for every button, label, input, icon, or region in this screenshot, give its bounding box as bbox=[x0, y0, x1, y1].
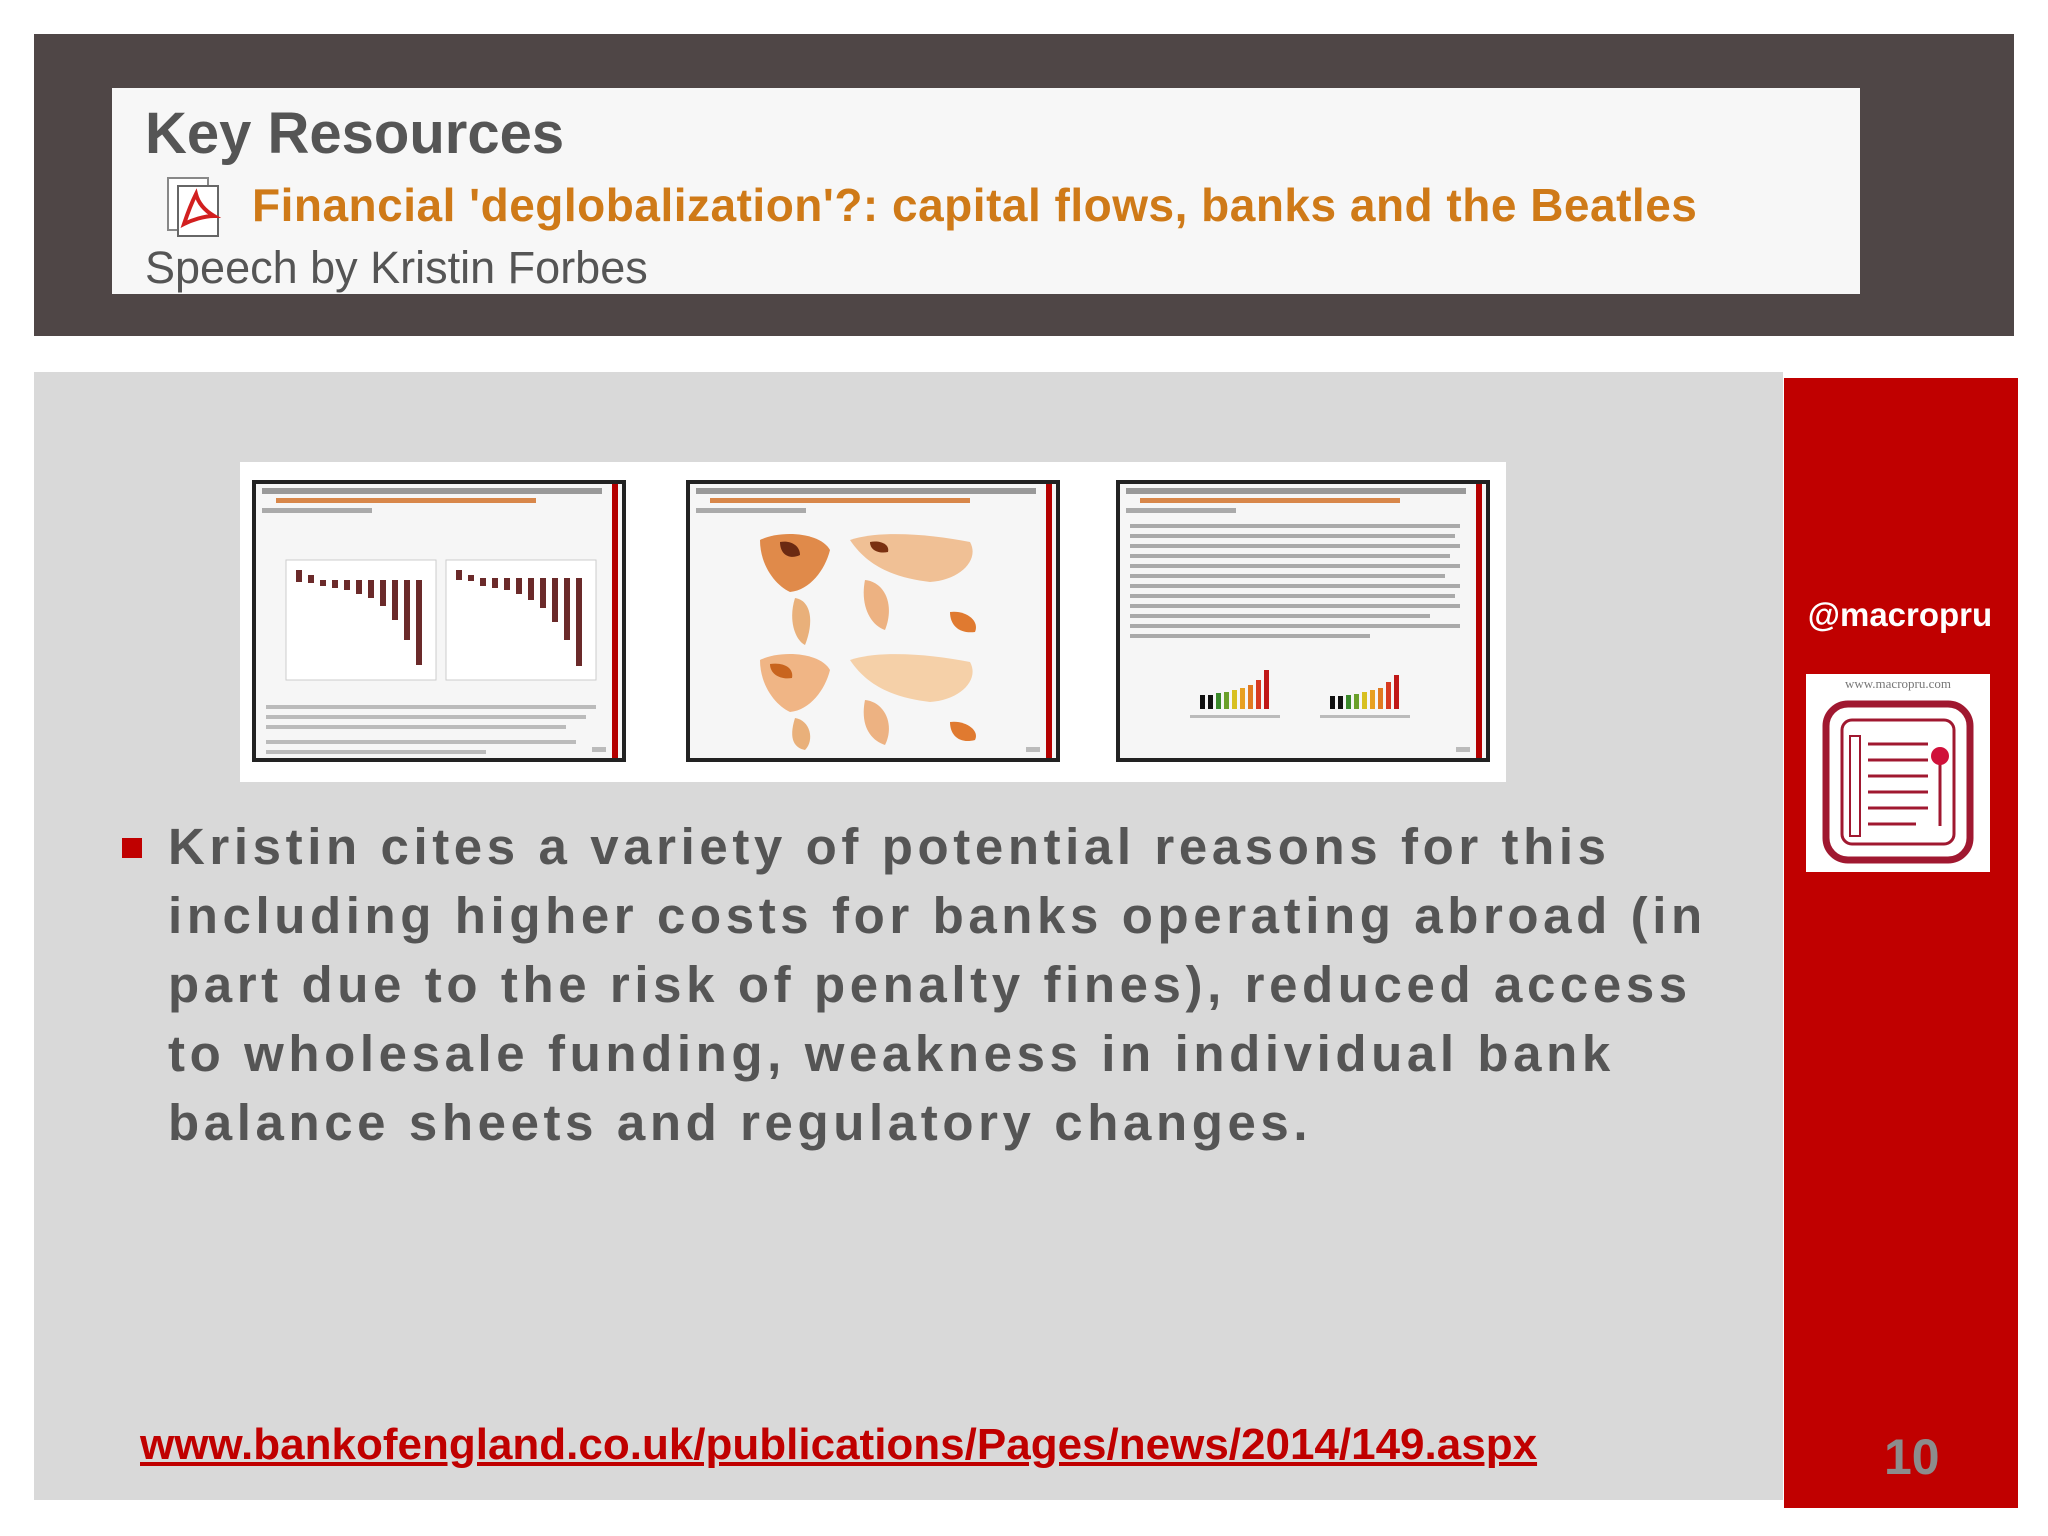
speech-pdf-link[interactable]: Financial 'deglobalization'?: capital flows, banks and the Beatles bbox=[252, 179, 1698, 231]
bullet-text: Kristin cites a variety of potential reasons for this including higher costs for banks operating abroad (in part due to the risk of penalty fines), reduced access to wholesale funding, weakness in individual bank balance sheets and regulatory changes. bbox=[168, 818, 1707, 1151]
pdf-icon bbox=[164, 176, 224, 238]
bullet-marker bbox=[122, 838, 142, 858]
text-and-bar-chart-slide-thumbnail bbox=[1116, 480, 1490, 762]
logo-url-text: www.macropru.com bbox=[1844, 676, 1951, 691]
key-resources-panel bbox=[112, 88, 1860, 294]
document-icon bbox=[1816, 696, 1980, 866]
twitter-handle[interactable]: @macropru bbox=[1807, 596, 1993, 633]
key-resources-heading: Key Resources bbox=[145, 101, 565, 166]
bar-charts-slide-thumbnail bbox=[252, 480, 626, 762]
slide-thumbnails bbox=[240, 462, 1506, 782]
page-number: 10 bbox=[1884, 1429, 1940, 1485]
world-maps-slide-thumbnail bbox=[686, 480, 1060, 762]
red-sidebar bbox=[1784, 378, 2018, 1508]
speech-author-line: Speech by Kristin Forbes bbox=[145, 242, 648, 293]
macropru-logo[interactable] bbox=[1806, 674, 1990, 872]
bank-of-england-link[interactable]: www.bankofengland.co.uk/publications/Pages/news/2014/149.aspx bbox=[140, 1420, 1538, 1469]
